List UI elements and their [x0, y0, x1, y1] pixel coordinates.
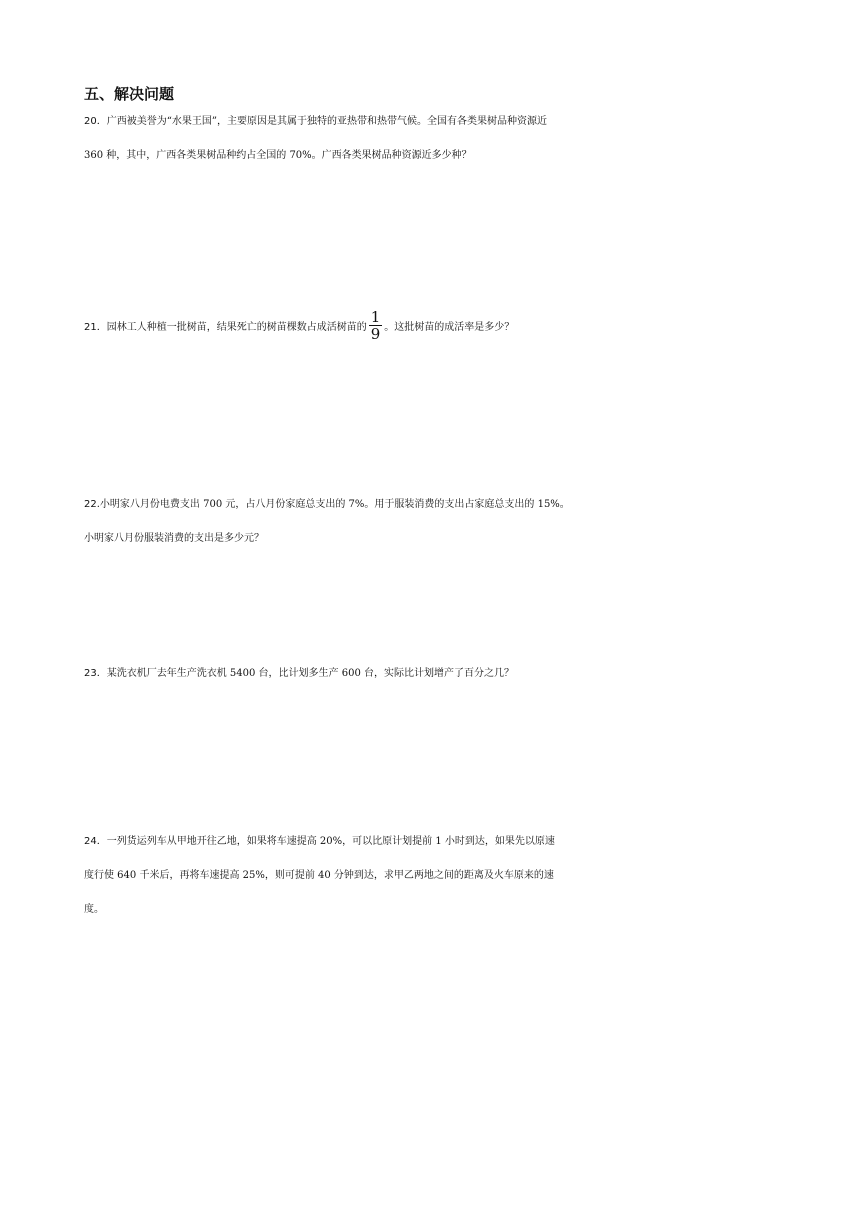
fraction-denominator: 9	[370, 325, 381, 343]
question-23	[84, 657, 812, 691]
question-text: ．广西被美誉为“水果王国”，主要原因是其属于独特的亚热带和热带气候。全国有各类果树品种资源近	[96, 116, 547, 127]
question-text: ．一列货运列车从甲地开往乙地，如果将车速提高 20%，可以比原计划提前 1 小时到达，如果先以原速	[96, 836, 555, 847]
question-text: ．园林工人种植一批树苗，结果死亡的树苗棵数占成活树苗的	[96, 322, 367, 333]
question-22-line-1	[84, 488, 812, 522]
question-number: 24	[84, 836, 97, 847]
question-22-line-2: 小明家八月份服装消费的支出是多少元？	[84, 533, 264, 544]
question-text: ．某洗衣机厂去年生产洗衣机 5400 台，比计划多生产 600 台，实际比计划增产了百分之几？	[96, 668, 514, 679]
section-title: 五、解决问题	[84, 85, 175, 103]
fraction-numerator: 1	[370, 308, 381, 326]
question-number: 21	[84, 322, 97, 333]
question-20-line-1	[84, 105, 812, 139]
question-number: 20	[84, 116, 97, 127]
fraction-one-ninth	[369, 309, 383, 342]
question-21	[84, 308, 812, 345]
question-text-after-fraction: 。这批树苗的成活率是多少？	[384, 322, 515, 333]
question-24-line-1	[84, 825, 812, 859]
question-24-line-3: 度。	[84, 904, 104, 915]
question-23-line-1	[84, 657, 812, 691]
question-number: 23	[84, 668, 97, 679]
question-21-line-1	[84, 308, 812, 345]
question-20	[84, 105, 812, 173]
question-20-line-2: 360 种，其中，广西各类果树品种约占全国的 70%。广西各类果树品种资源近多少种？	[84, 150, 472, 161]
question-text: .小明家八月份电费支出 700 元，占八月份家庭总支出的 7%。用于服装消费的支出占家庭总支出的 15%。	[96, 499, 570, 510]
question-24-line-2: 度行使 640 千米后，再将车速提高 25%，则可提前 40 分钟到达，求甲乙两地之间的距离及火车原来的速	[84, 870, 554, 881]
question-number: 22	[84, 499, 97, 510]
question-24	[84, 825, 812, 927]
question-22	[84, 488, 812, 556]
